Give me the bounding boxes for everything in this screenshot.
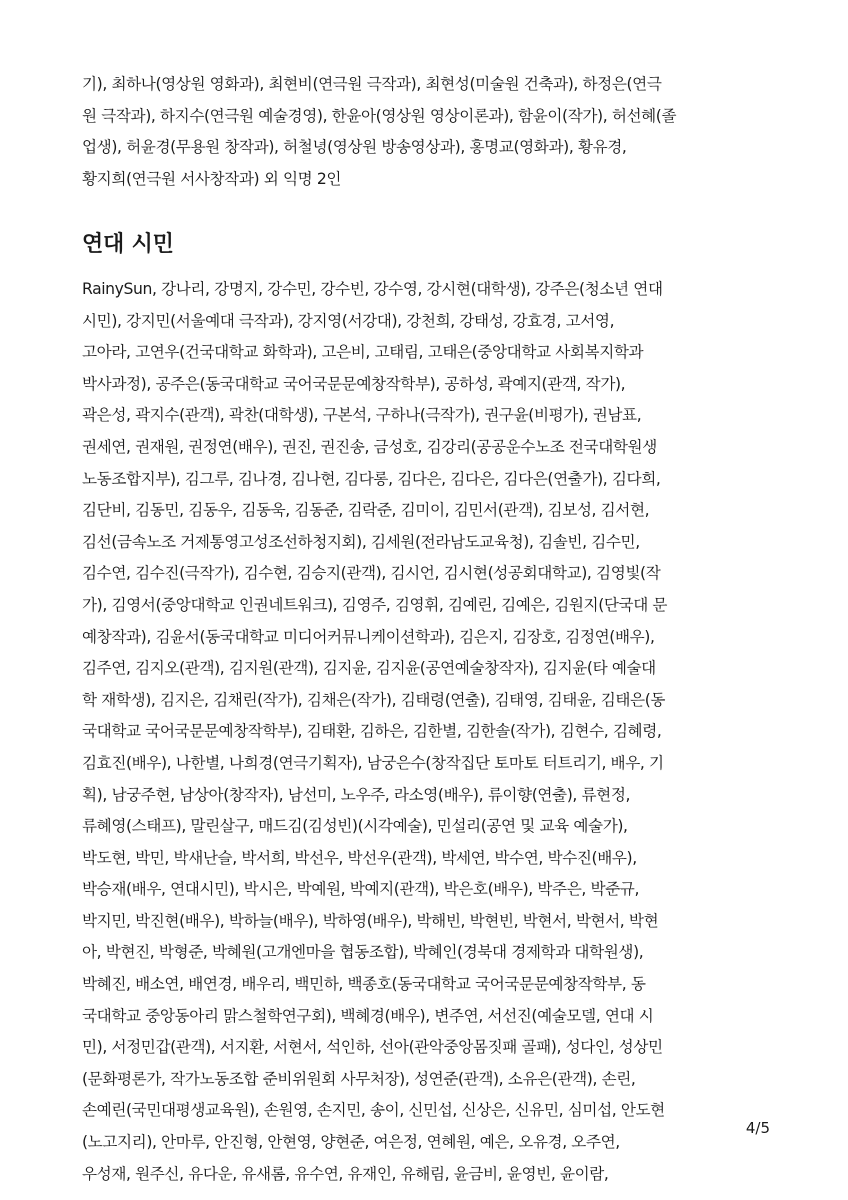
text-line: 김수연, 김수진(극작가), 김수현, 김승지(관객), 김시언, 김시현(성공회대학교), 김영빛(작 <box>82 564 661 583</box>
text-line: 기), 최하나(영상원 영화과), 최현비(연극원 극작과), 최현성(미술원 건축과), 하정은(연극 <box>82 75 662 93</box>
section-heading: 연대 시민 <box>82 232 174 257</box>
text-line: 김효진(배우), 나한별, 나희경(연극기획자), 남궁은수(창작집단 토마토 터트리기, 배우, 기 <box>82 753 664 772</box>
text-line: (노고지리), 안마루, 안진형, 안현영, 양현준, 여은정, 연혜원, 예은, 오유경, 오주연, <box>82 1133 620 1152</box>
text-line: 원 극작과), 하지수(연극원 예술경영), 한윤아(영상원 영상이론과), 함윤이(작가), 허선혜(졸 <box>82 106 677 125</box>
text-line: 노동조합지부), 김그루, 김나경, 김나현, 김다롱, 김다은, 김다은, 김다은(연출가), 김다희, <box>82 469 661 488</box>
text-line: 손예린(국민대평생교육원), 손원영, 손지민, 송이, 신민섭, 신상은, 신유민, 심미섭, 안도현 <box>82 1101 665 1120</box>
text-line: (문화평론가, 작가노동조합 준비위원회 사무처장), 성연준(관객), 소유은(관객), 손린, <box>82 1069 636 1088</box>
text-line: 김주연, 김지오(관객), 김지원(관객), 김지윤, 김지윤(공연예술창작자), 김지윤(타 예술대 <box>82 659 656 678</box>
text-line: 박지민, 박진현(배우), 박하늘(배우), 박하영(배우), 박해빈, 박현빈, 박현서, 박현서, 박현 <box>82 911 659 930</box>
text-line: 민), 서정민갑(관객), 서지환, 서현서, 석인하, 선아(관악중앙몸짓패 골패), 성다인, 성상민 <box>82 1038 663 1057</box>
text-line: 고아라, 고연우(건국대학교 화학과), 고은비, 고태림, 고태은(중앙대학교 사회복지학과 <box>82 343 644 362</box>
text-line: 아, 박현진, 박형준, 박혜원(고개엔마을 협동조합), 박혜인(경북대 경제학과 대학원생), <box>82 943 644 962</box>
text-line: 가), 김영서(중앙대학교 인권네트워크), 김영주, 김영휘, 김예린, 김예은, 김원지(단국대 문 <box>82 595 668 614</box>
text-line: 박혜진, 배소연, 배연경, 배우리, 백민하, 백종호(동국대학교 국어국문문예창작학부, 동 <box>82 975 646 994</box>
text-line: 김단비, 김동민, 김동우, 김동욱, 김동준, 김락준, 김미이, 김민서(관객), 김보성, 김서현, <box>82 501 650 520</box>
page-number: 4/5 <box>745 1119 770 1137</box>
text-line: 우성재, 원주신, 유다운, 유새롬, 유수연, 유재인, 유해림, 윤금비, 윤영빈, 윤이람, <box>82 1164 609 1183</box>
text-line: 예창작과), 김윤서(동국대학교 미디어커뮤니케이션학과), 김은지, 김장호, 김정연(배우), <box>82 627 655 646</box>
text-line: 국대학교 국어국문문예창작학부), 김태환, 김하은, 김한별, 김한솔(작가), 김현수, 김혜령, <box>82 722 662 741</box>
signatory-list-continued <box>82 69 772 195</box>
text-line: 업생), 허윤경(무용원 창작과), 허철녕(영상원 방송영상과), 홍명교(영화과), 황유경, <box>82 138 627 157</box>
text-line: 류혜영(스태프), 말린살구, 매드김(김성빈)(시각예술), 민설리(공연 및 교육 예술가), <box>82 817 628 836</box>
text-line: 시민), 강지민(서울예대 극작과), 강지영(서강대), 강천희, 강태성, 강효경, 고서영, <box>82 311 615 330</box>
text-line: 박사과정), 공주은(동국대학교 국어국문문예창작학부), 공하성, 곽예지(관객, 작가), <box>82 374 626 393</box>
text-line: 획), 남궁주현, 남상아(창작자), 남선미, 노우주, 라소영(배우), 류이향(연출), 류현정, <box>82 785 631 804</box>
text-line: RainySun, 강나리, 강명지, 강수민, 강수빈, 강수영, 강시현(대학생), 강주은(청소년 연대 <box>82 280 663 298</box>
text-line: 황지희(연극원 서사창작과) 외 익명 2인 <box>82 169 342 188</box>
text-line: 박도현, 박민, 박새난슬, 박서희, 박선우, 박선우(관객), 박세연, 박수연, 박수진(배우), <box>82 848 637 867</box>
text-line: 박승재(배우, 연대시민), 박시은, 박예원, 박예지(관객), 박은호(배우), 박주은, 박준규, <box>82 880 640 899</box>
text-line: 국대학교 중앙동아리 맑스철학연구회), 백혜경(배우), 변주연, 서선진(예술모델, 연대 시 <box>82 1006 654 1025</box>
text-line: 학 재학생), 김지은, 김채린(작가), 김채은(작가), 김태령(연출), 김태영, 김태윤, 김태은(동 <box>82 690 666 709</box>
text-line: 권세연, 권재원, 권정연(배우), 권진, 권진송, 금성호, 김강리(공공운수노조 전국대학원생 <box>82 437 657 456</box>
text-line: 김선(금속노조 거제통영고성조선하청지회), 김세원(전라남도교육청), 김솔빈, 김수민, <box>82 532 640 551</box>
text-line: 곽은성, 곽지수(관객), 곽찬(대학생), 구본석, 구하나(극작가), 권구윤(비평가), 권남표, <box>82 406 642 425</box>
solidarity-citizens-list <box>82 274 772 1190</box>
